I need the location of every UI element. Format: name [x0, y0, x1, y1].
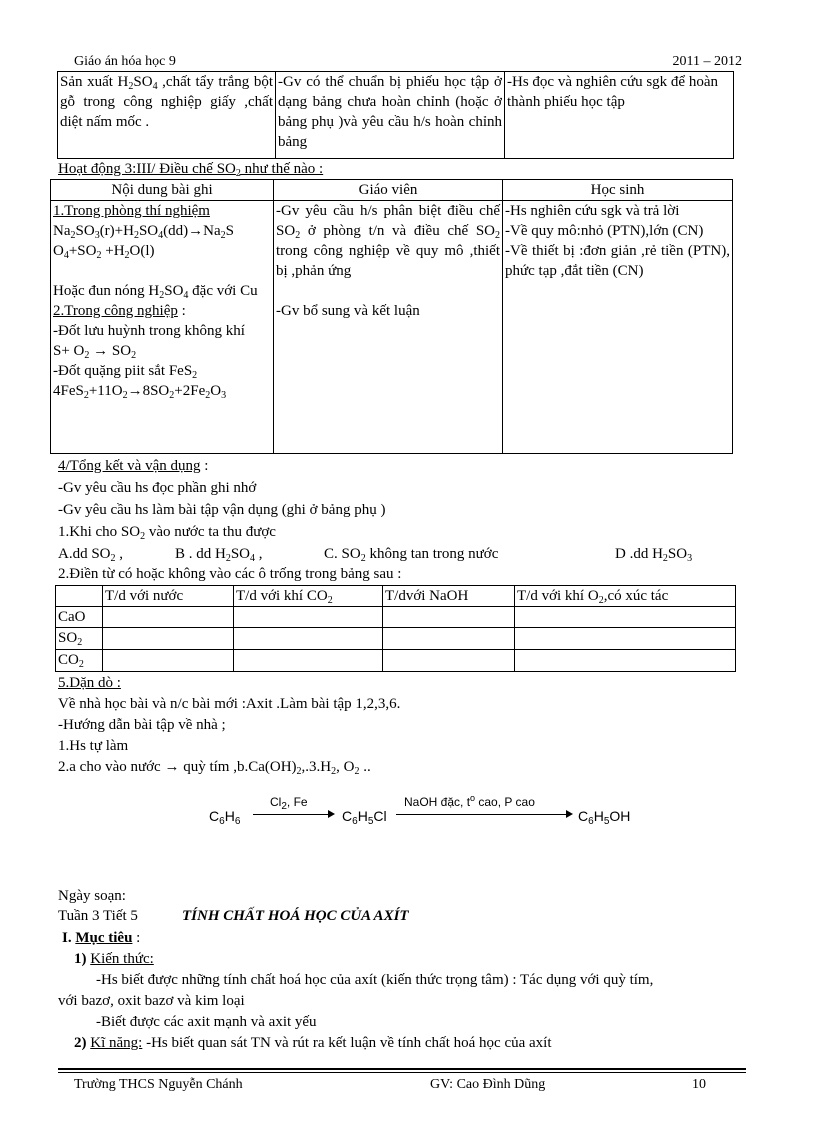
col-header-content: Nội dung bài ghi — [51, 180, 274, 201]
option-d: D .dd $H_2SO_3$ — [615, 546, 693, 564]
summary-section — [58, 456, 748, 584]
lesson-title: TÍNH CHẤT HOÁ HỌC CỦA AXÍT — [182, 908, 409, 924]
knowledge-line: -Biết được các axit mạnh và axit yếu — [96, 1014, 317, 1030]
table-row — [56, 607, 736, 628]
homework-title: 5.Dặn dò : — [58, 675, 121, 691]
chlorobenzene-formula: $C_6H_5Cl$ — [342, 808, 387, 827]
industry-heading: 2.Trong công nghiệp : — [53, 303, 186, 319]
teacher-cell: -Gv có thể chuẩn bị phiếu học tập ở dạng bảng chưa hoàn chỉnh (hoặc ở bảng phụ )và yêu cầu h/s hoàn chỉnh bảng — [276, 72, 505, 159]
arrow-icon: → — [127, 383, 143, 399]
answer-options — [58, 544, 748, 564]
table-row — [56, 628, 736, 650]
knowledge-line: với bazơ, oxit bazơ và kim loại — [58, 993, 245, 1009]
summary-title: 4/Tổng kết và vận dụng : — [58, 458, 209, 474]
activity3-table — [50, 179, 733, 454]
header-year: 2011 – 2012 — [672, 54, 742, 69]
burn-sulfur: -Đốt lưu huỳnh trong không khí — [53, 323, 245, 339]
arrow-icon: → — [93, 343, 109, 359]
reaction-arrow — [253, 814, 330, 815]
homework-line: 2.a cho vào nước → quỳ tím $,b.Ca(OH)_2,.3.H_2$, $O_2$ .. — [58, 759, 371, 777]
table-row — [58, 72, 734, 159]
skills-line: 2) Kĩ năng: -Hs biết quan sát TN và rút ra kết luận về tính chất hoá học của axít — [74, 1035, 552, 1051]
content-cell — [51, 201, 274, 454]
activity-table-continued — [57, 71, 734, 159]
row-label-cao: CaO — [56, 607, 103, 628]
summary-line: -Gv yêu cầu hs đọc phần ghi nhớ — [58, 480, 257, 496]
arrow-icon: → — [164, 759, 180, 775]
row-label-so2: $SO_2$ — [56, 628, 103, 650]
summary-line: -Gv yêu cầu hs làm bài tập vận dụng (ghi ở bảng phụ ) — [58, 502, 386, 518]
page-number: 10 — [692, 1077, 706, 1092]
question-1: 1.Khi cho $SO_2$ vào nước ta thu được — [58, 524, 276, 542]
property-table — [55, 585, 736, 672]
option-a: A.dd $SO_2$ , — [58, 546, 124, 564]
homework-section — [58, 673, 748, 777]
prep-date: Ngày soạn: — [58, 888, 126, 904]
lesson-week: Tuần 3 Tiết 5 — [58, 908, 138, 924]
activity3-title: Hoạt động 3:III/ Điều chế $SO_2$ như thế nào : — [58, 161, 324, 179]
page-header — [58, 52, 742, 70]
reaction-scheme — [0, 792, 816, 832]
col-header-o2: T/d với khí $O_2,có$ xúc tác — [515, 586, 736, 607]
condition-1: $Cl_2$, Fe — [270, 795, 308, 812]
student-cell — [503, 201, 733, 454]
student-cell: -Hs đọc và nghiên cứu sgk để hoàn thành phiếu học tập — [505, 72, 734, 159]
content-cell: Sản xuất $H_2SO_4$ ,chất tẩy trắng bột gỗ trong công nghiệp giấy ,chất diệt nấm mốc . — [58, 72, 276, 159]
col-header-student: Học sinh — [503, 180, 733, 201]
option-c: C. $SO_2$ không tan trong nước — [324, 546, 499, 564]
page-footer — [58, 1075, 746, 1095]
knowledge-line: -Hs biết được những tính chất hoá học của axít (kiến thức trọng tâm) : Tác dụng với quỳ tím, — [96, 972, 654, 988]
table-header-row — [56, 586, 736, 607]
student-task: -Hs nghiên cứu sgk và trả lời — [505, 203, 680, 219]
footer-teacher: GV: Cao Đình Dũng — [430, 1077, 546, 1092]
col-header-naoh: T/dvới NaOH — [383, 586, 515, 607]
objectives-heading: I. Mục tiêu : — [62, 930, 141, 946]
arrow-icon: → — [188, 223, 204, 239]
col-header-teacher: Giáo viên — [274, 180, 503, 201]
homework-line: -Hướng dẫn bài tập về nhà ; — [58, 717, 226, 733]
alt-method: Hoặc đun nóng $H_2SO_4$ đặc với Cu — [53, 283, 258, 301]
homework-line: 1.Hs tự làm — [58, 738, 129, 754]
table-row — [51, 201, 733, 454]
benzene-formula: $C_6H_6$ — [209, 808, 241, 827]
knowledge-heading: 1) Kiến thức: — [74, 951, 154, 967]
col-header-water: T/d với nước — [103, 586, 234, 607]
condition-2: NaOH đặc, $t^o$ cao, P cao — [404, 793, 535, 809]
footer-rule — [58, 1068, 746, 1070]
teacher-conclusion: -Gv bổ sung và kết luận — [276, 303, 420, 319]
pyrite-line: -Đốt quặng piit sắt FeS$_2$ — [53, 363, 198, 381]
student-equipment: -Về thiết bị :đơn giản ,rẻ tiền (PTN), phức tạp ,đắt tiền (CN) — [505, 243, 730, 279]
header-subject: Giáo án hóa học 9 — [74, 54, 176, 69]
table-header-row — [51, 180, 733, 201]
row-label-co2: $CO_2$ — [56, 650, 103, 672]
col-header-co2: T/d với khí $CO_2$ — [234, 586, 383, 607]
reaction-arrow — [396, 814, 568, 815]
arrow-head-icon — [566, 810, 573, 818]
pyrite-equation: $4FeS_2+11O_2\to 8SO_2+2Fe_2O_3$ — [53, 383, 227, 401]
arrow-head-icon — [328, 810, 335, 818]
question-2: 2.Điền từ có hoặc không vào các ô trống trong bảng sau : — [58, 566, 402, 582]
lab-equation: $Na_2SO_3(r)+H_2SO_4(dd)\to Na_2S$ $O_4+SO_2 +H_2O(l)$ — [53, 223, 234, 261]
phenol-formula: $C_6H_5OH$ — [578, 808, 631, 827]
footer-rule — [58, 1072, 746, 1073]
homework-line: Về nhà học bài và n/c bài mới :Axit .Làm bài tập 1,2,3,6. — [58, 696, 401, 712]
teacher-instruction: -Gv yêu cầu h/s phân biệt điều chế $SO_2$ ở phòng t/n và điều chế $SO_2$ trong công nghiệp về quy mô ,thiết bị ,phản ứng — [276, 203, 500, 279]
footer-school: Trường THCS Nguyễn Chánh — [74, 1077, 243, 1092]
option-b: B . dd $H_2SO_4$ , — [175, 546, 263, 564]
teacher-cell — [274, 201, 503, 454]
table-row — [56, 650, 736, 672]
student-scale: -Về quy mô:nhỏ (PTN),lớn (CN) — [505, 223, 704, 239]
lab-heading: 1.Trong phòng thí nghiệm — [53, 203, 210, 219]
sulfur-equation: $S+ O_2 \to SO_2$ — [53, 343, 137, 361]
